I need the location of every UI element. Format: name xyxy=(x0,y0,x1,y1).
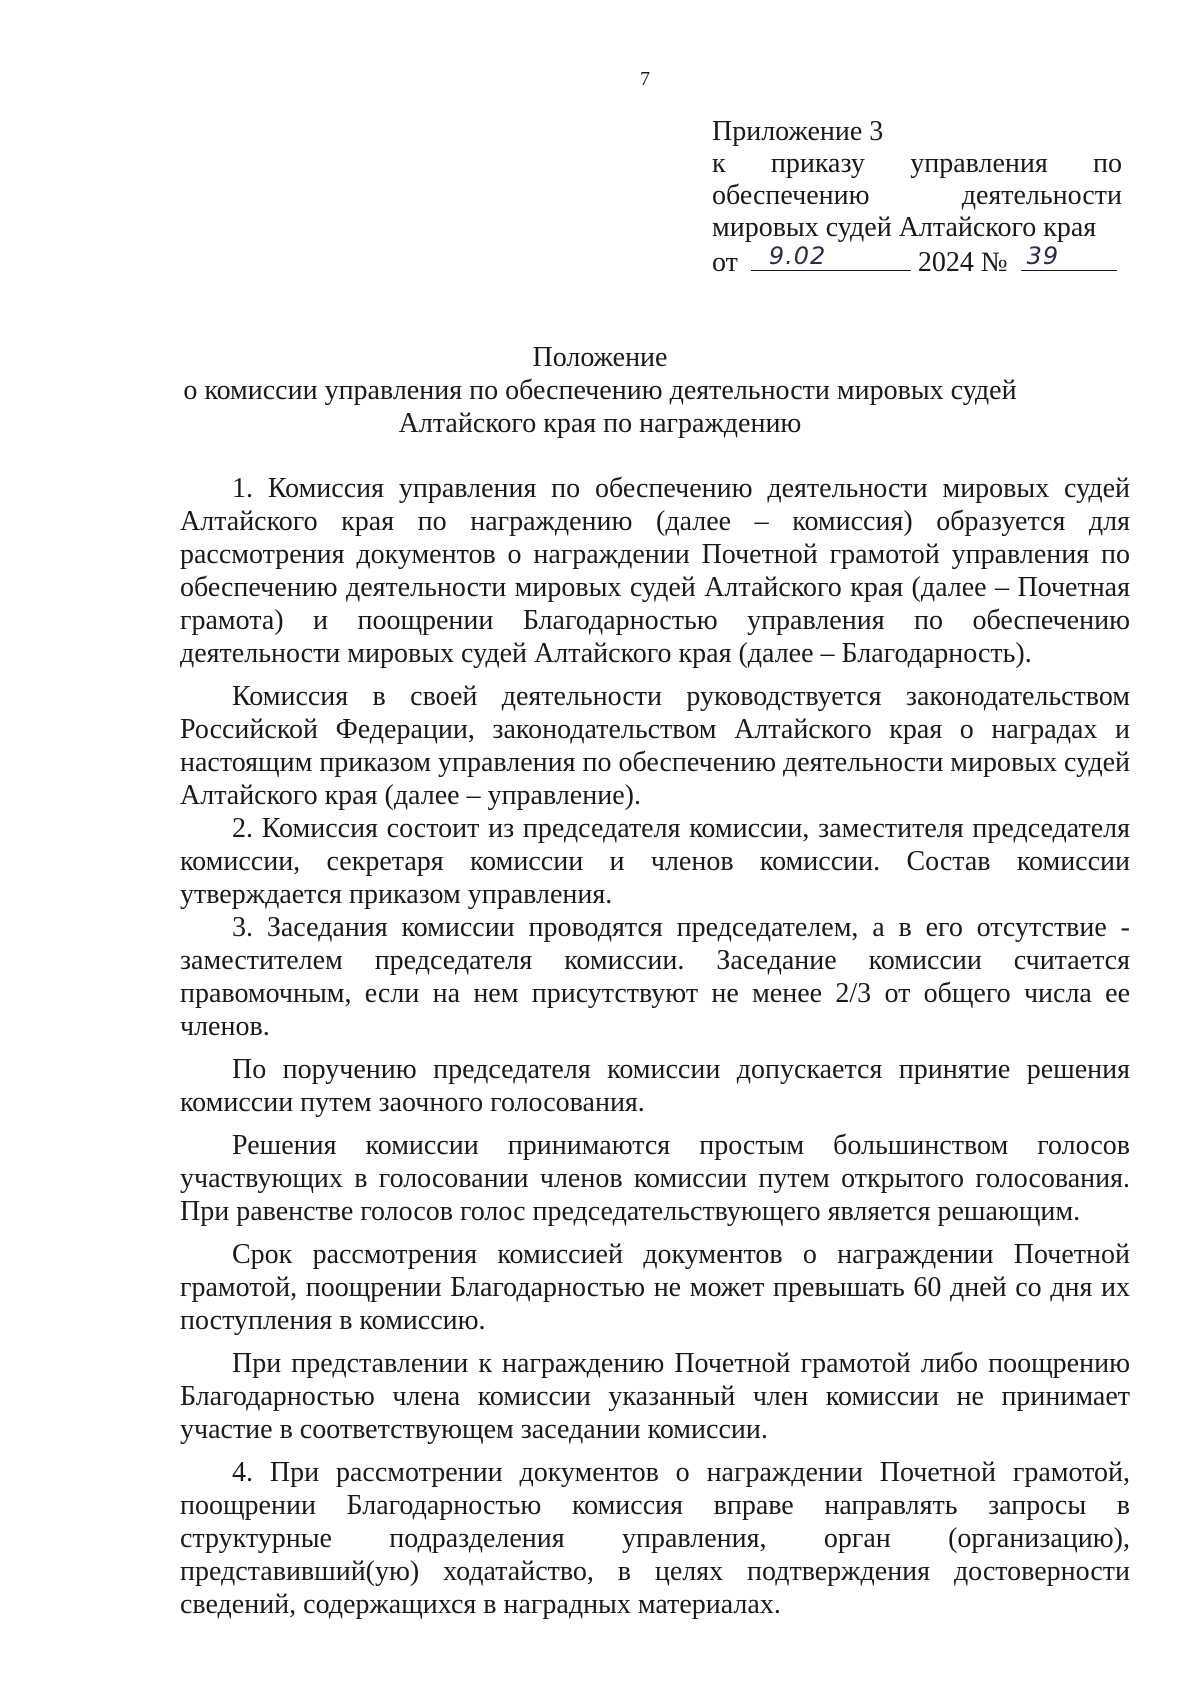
paragraph-1: 1. Комиссия управления по обеспечению деятельности мировых судей Алтайского края по награждению (далее – комиссия) образуется для рассмотрения документов о награждении Почетной грамотой управления по обеспечению деятельности мировых судей Алтайского края (далее – Почетная грамота) и поощрении Благодарностью управления по обеспечению деятельности мировых судей Алтайского края (далее – Благодарность). xyxy=(180,473,1130,669)
date-prefix: от xyxy=(712,247,738,278)
number-blank xyxy=(1021,244,1117,271)
handwritten-number: 39 xyxy=(1026,242,1060,270)
document-subtitle-line-2: Алтайского края по награждению xyxy=(398,408,802,439)
document-title: Положение xyxy=(532,342,668,373)
document-subtitle-line-1: о комиссии управления по обеспечению деятельности мировых судей xyxy=(183,375,1017,406)
appendix-date-line xyxy=(712,244,1122,279)
handwritten-date: 9.02 xyxy=(768,242,827,270)
paragraph-3: 2. Комиссия состоит из председателя комиссии, заместителя председателя комиссии, секретаря комиссии и членов комиссии. Состав комиссии утверждается приказом управления. xyxy=(180,813,1130,910)
appendix-header xyxy=(712,116,1122,279)
paragraph-5: По поручению председателя комиссии допускается принятие решения комиссии путем заочного голосования. xyxy=(180,1054,1130,1118)
paragraph-8: При представлении к награждению Почетной грамотой либо поощрению Благодарностью члена комиссии указанный член комиссии не принимает участие в соответствующем заседании комиссии. xyxy=(180,1348,1130,1445)
page-number: 7 xyxy=(640,68,650,90)
paragraph-9: 4. При рассмотрении документов о награждении Почетной грамотой, поощрении Благодарностью комиссия вправе направлять запросы в структурные подразделения управления, орган (организацию), представивший(ую) ходатайство, в целях подтверждения достоверности сведений, содержащихся в наградных материалах. xyxy=(180,1457,1130,1620)
appendix-line-1: к приказу управления по xyxy=(712,148,1122,179)
appendix-line-2: обеспечению деятельности xyxy=(712,180,1122,211)
paragraph-4: 3. Заседания комиссии проводятся председателем, а в его отсутствие - заместителем председателя комиссии. Заседание комиссии считается правомочным, если на нем присутствуют не менее 2/3 от общего числа ее членов. xyxy=(180,912,1130,1042)
date-blank xyxy=(751,244,911,271)
paragraph-6: Решения комиссии принимаются простым большинством голосов участвующих в голосовании членов комиссии путем открытого голосования. При равенстве голосов голос председательствующего является решающим. xyxy=(180,1130,1130,1227)
paragraph-7: Срок рассмотрения комиссией документов о награждении Почетной грамотой, поощрении Благодарностью не может превышать 60 дней со дня их поступления в комиссию. xyxy=(180,1239,1130,1336)
paragraph-2: Комиссия в своей деятельности руководствуется законодательством Российской Федерации, законодательством Алтайского края о наградах и настоящим приказом управления по обеспечению деятельности мировых судей Алтайского края (далее – управление). xyxy=(180,681,1130,811)
year-text: 2024 № xyxy=(917,247,1008,278)
document-title-block xyxy=(0,341,1200,440)
appendix-title: Приложение 3 xyxy=(712,116,884,147)
appendix-line-3: мировых судей Алтайского края xyxy=(712,212,1097,243)
document-body xyxy=(180,472,1130,1621)
